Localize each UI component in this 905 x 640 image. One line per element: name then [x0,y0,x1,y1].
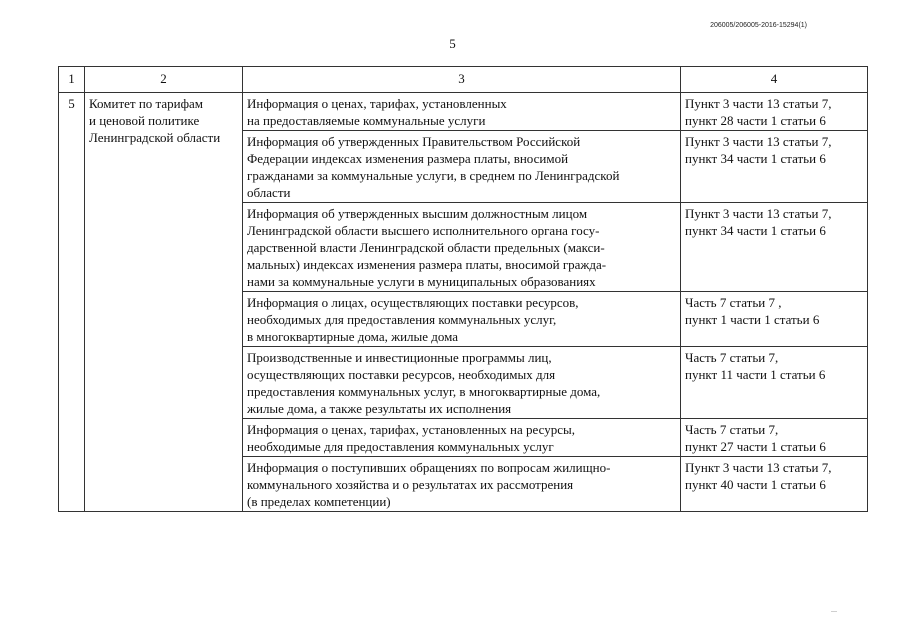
legal-basis-line: пункт 27 части 1 статьи 6 [685,439,826,454]
organization-line: Ленинградской области [89,130,221,145]
information-cell [243,457,681,512]
organization-line: и ценовой политике [89,113,200,128]
regulation-table [58,66,868,512]
information-line: необходимые для предоставления коммунальных услуг [247,439,554,454]
information-line: Информация об утвержденных высшим должностным лицом [247,206,588,221]
legal-basis-line: пункт 11 части 1 статьи 6 [685,367,826,382]
row-number-cell: 5 [59,93,85,512]
column-header-4: 4 [681,67,868,93]
information-line: предоставления коммунальных услуг, в многоквартирные дома, [247,384,601,399]
information-line: области [247,185,291,200]
information-cell [243,419,681,457]
legal-basis-cell [681,93,868,131]
scan-mark [831,611,837,612]
information-line: мальных) индексах изменения размера платы, вносимой гражда- [247,257,607,272]
column-header-row [59,67,868,93]
information-cell [243,347,681,419]
page-number: 5 [449,36,456,51]
legal-basis-line: Пункт 3 части 13 статьи 7, [685,206,832,221]
information-line: в многоквартирные дома, жилые дома [247,329,459,344]
document-id: 206005/206005-2016-15294(1) [710,22,807,29]
information-line: Информация о ценах, тарифах, установленных на ресурсы, [247,422,575,437]
legal-basis-line: Часть 7 статьи 7, [685,350,779,365]
legal-basis-line: пункт 28 части 1 статьи 6 [685,113,826,128]
information-line: жилые дома, а также результаты их исполнения [247,401,512,416]
information-line: Информация о ценах, тарифах, установленных [247,96,507,111]
information-line: Информация об утвержденных Правительством Российской [247,134,581,149]
information-cell [243,93,681,131]
legal-basis-line: пункт 40 части 1 статьи 6 [685,477,826,492]
legal-basis-cell [681,292,868,347]
information-cell [243,131,681,203]
legal-basis-cell [681,347,868,419]
legal-basis-line: Часть 7 статьи 7 , [685,295,782,310]
information-line: необходимых для предоставления коммунальных услуг, [247,312,557,327]
information-line: (в пределах компетенции) [247,494,391,509]
information-line: коммунального хозяйства и о результатах их рассмотрения [247,477,574,492]
information-cell [243,203,681,292]
information-line: Федерации индексах изменения размера платы, вносимой [247,151,569,166]
information-line: нами за коммунальные услуги в муниципальных образованиях [247,274,596,289]
organization-cell [85,93,243,512]
legal-basis-line: пункт 1 части 1 статьи 6 [685,312,820,327]
legal-basis-cell [681,203,868,292]
legal-basis-line: Часть 7 статьи 7, [685,422,779,437]
information-cell [243,292,681,347]
legal-basis-line: пункт 34 части 1 статьи 6 [685,223,826,238]
information-line: Ленинградской области высшего исполнительного органа госу- [247,223,600,238]
legal-basis-line: Пункт 3 части 13 статьи 7, [685,460,832,475]
legal-basis-cell [681,131,868,203]
column-header-3: 3 [243,67,681,93]
information-line: Информация о поступивших обращениях по вопросам жилищно- [247,460,611,475]
organization-line: Комитет по тарифам [89,96,204,111]
information-line: осуществляющих поставки ресурсов, необходимых для [247,367,556,382]
information-line: дарственной власти Ленинградской области предельных (макси- [247,240,605,255]
information-line: Производственные и инвестиционные программы лиц, [247,350,552,365]
legal-basis-cell [681,457,868,512]
table-row [59,93,868,131]
legal-basis-line: Пункт 3 части 13 статьи 7, [685,134,832,149]
legal-basis-line: Пункт 3 части 13 статьи 7, [685,96,832,111]
legal-basis-cell [681,419,868,457]
information-line: на предоставляемые коммунальные услуги [247,113,486,128]
column-header-1: 1 [59,67,85,93]
column-header-2: 2 [85,67,243,93]
legal-basis-line: пункт 34 части 1 статьи 6 [685,151,826,166]
information-line: гражданами за коммунальные услуги, в среднем по Ленинградской [247,168,620,183]
information-line: Информация о лицах, осуществляющих поставки ресурсов, [247,295,579,310]
